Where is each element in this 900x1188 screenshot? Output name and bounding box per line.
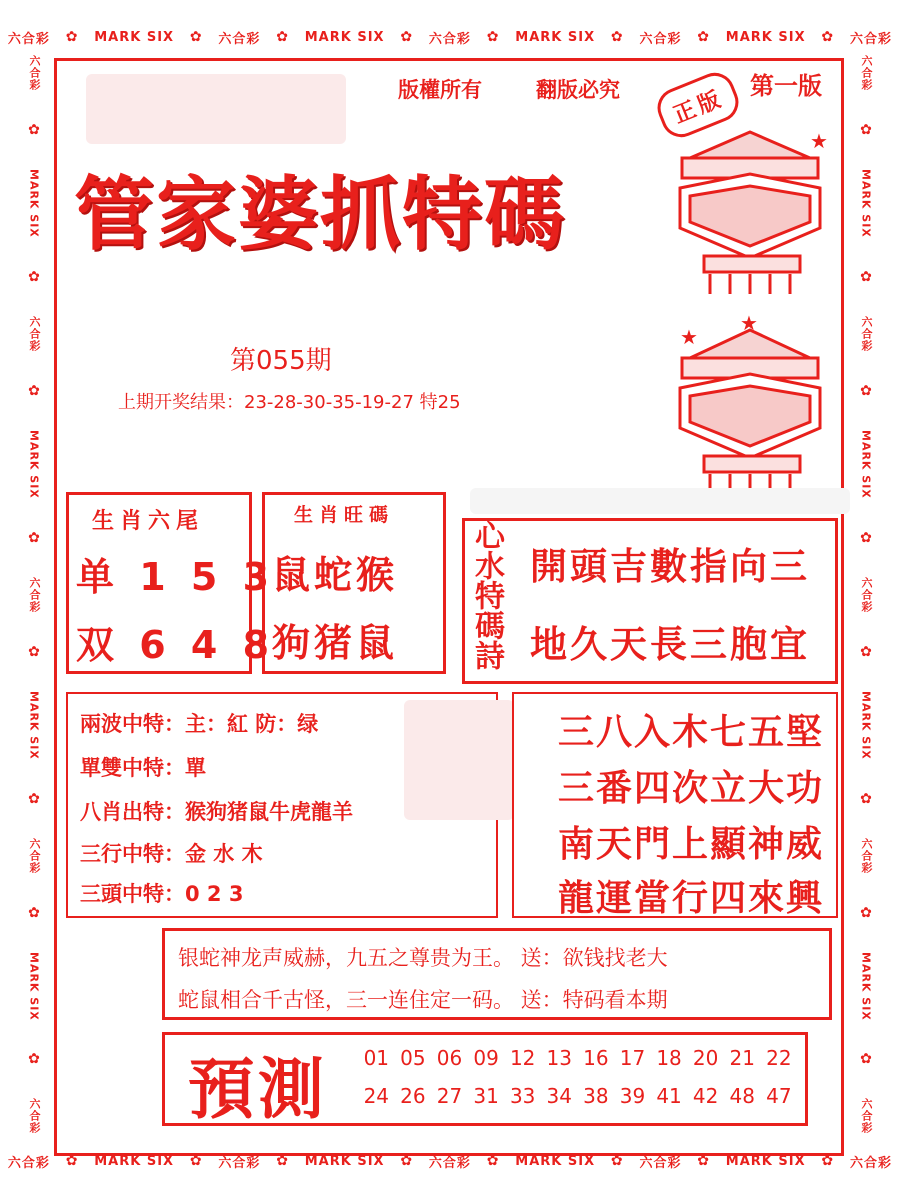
border-text: MARK SIX (27, 951, 41, 1021)
forecast-number: 06 (436, 1046, 463, 1070)
border-text: 六合彩 (860, 55, 873, 92)
main-title: 管家婆抓特碼 (74, 167, 566, 261)
flower-icon: ✿ (610, 1153, 624, 1169)
border-text: MARK SIX (304, 1153, 385, 1169)
flower-icon: ✿ (65, 1153, 79, 1169)
border-text: 六合彩 (218, 31, 261, 47)
border-text: 六合彩 (849, 1155, 892, 1171)
verse-line4: 龍運當行四來興 (558, 878, 825, 919)
border-text: MARK SIX (859, 430, 873, 499)
flower-icon: ✿ (28, 790, 40, 807)
lantern-top (680, 132, 820, 294)
flower-icon: ✿ (28, 1051, 40, 1068)
flower-icon: ✿ (860, 122, 872, 139)
border-text: MARK SIX (94, 29, 175, 45)
no-copy-text: 翻版必究 (536, 77, 620, 102)
flower-icon: ✿ (697, 29, 710, 45)
border-text: 六合彩 (849, 31, 892, 47)
left-border-strip (20, 40, 48, 1150)
border-text: 六合彩 (639, 31, 682, 47)
heart-poem-line1: 開頭吉數指向三 (530, 545, 810, 588)
stat-color-line: 兩波中特：主：紅 防：绿 (80, 712, 319, 736)
star-icon: ★ (810, 129, 828, 153)
edition-text: 第一版 (750, 71, 822, 100)
flower-icon: ✿ (860, 904, 872, 921)
flower-icon: ✿ (821, 29, 835, 45)
border-text: 六合彩 (860, 1098, 873, 1135)
star-icon: ★ (680, 325, 698, 349)
forecast-number: 27 (436, 1084, 463, 1108)
border-text: MARK SIX (859, 169, 873, 239)
flower-icon: ✿ (28, 269, 40, 286)
border-text: MARK SIX (859, 690, 873, 760)
flower-icon: ✿ (276, 1153, 289, 1169)
flower-icon: ✿ (276, 29, 289, 45)
border-text: MARK SIX (515, 1153, 596, 1169)
flower-icon: ✿ (400, 29, 414, 45)
forecast-number: 18 (656, 1046, 682, 1070)
last-result: 上期开奖结果：23-28-30-35-19-27 特25 (118, 392, 461, 413)
zodiac-hot-row1: 鼠蛇猴 (272, 553, 399, 597)
zodiac-hot-title: 生肖旺碼 (294, 504, 395, 526)
zodiac-tail-single: 单 1 5 3 (76, 555, 276, 599)
flower-icon: ✿ (28, 122, 40, 139)
stat-eight-zodiac-line: 八肖出特：猴狗猪鼠牛虎龍羊 (80, 800, 353, 824)
forecast-number: 21 (729, 1046, 755, 1070)
flower-icon: ✿ (486, 1153, 500, 1169)
copyright-text: 版權所有 (398, 77, 482, 102)
border-text: MARK SIX (515, 29, 596, 45)
heart-poem-title: 心水特碼詩 (469, 520, 504, 670)
forecast-number: 34 (546, 1084, 572, 1108)
forecast-number: 20 (692, 1046, 719, 1070)
border-text: MARK SIX (27, 430, 41, 499)
border-text: MARK SIX (725, 1153, 806, 1169)
zodiac-tail-double: 双 6 4 8 (76, 623, 276, 667)
flower-icon: ✿ (860, 383, 872, 400)
forecast-number: 12 (509, 1046, 536, 1070)
flower-icon: ✿ (860, 643, 872, 660)
bottom-poem-line2: 蛇鼠相合千古怪，三一连住定一码。 送：特码看本期 (178, 988, 668, 1012)
flower-icon: ✿ (189, 1153, 203, 1169)
forecast-number: 17 (619, 1046, 646, 1070)
border-text: 六合彩 (428, 1155, 471, 1171)
top-border-strip (0, 22, 900, 52)
stat-elements-line: 三行中特：金 水 木 (80, 842, 263, 866)
forecast-number: 41 (656, 1084, 682, 1108)
verse-line3: 南天門上顯神威 (558, 824, 825, 865)
border-text: 六合彩 (28, 316, 41, 353)
verse-line2: 三番四次立大功 (558, 768, 825, 809)
border-text: MARK SIX (859, 951, 873, 1021)
lantern-illustration (660, 118, 840, 538)
flower-icon: ✿ (400, 1153, 414, 1169)
blurred-area (86, 74, 346, 144)
forecast-number: 48 (729, 1084, 755, 1108)
forecast-number: 26 (400, 1084, 426, 1108)
forecast-number: 05 (400, 1046, 426, 1070)
verse-line1: 三八入木七五堅 (558, 712, 825, 753)
forecast-number: 38 (583, 1084, 609, 1108)
border-text: 六合彩 (428, 31, 471, 47)
right-border-strip (852, 40, 880, 1150)
forecast-number: 09 (473, 1046, 499, 1070)
stat-heads-line: 三頭中特：0 2 3 (80, 882, 244, 906)
forecast-number: 16 (583, 1046, 609, 1070)
flower-icon: ✿ (697, 1153, 710, 1169)
forecast-number: 42 (692, 1084, 719, 1108)
forecast-label: 預測 (188, 1050, 328, 1128)
blurred-area (404, 700, 514, 820)
flower-icon: ✿ (28, 643, 40, 660)
flower-icon: ✿ (28, 529, 40, 546)
stamp-text: 正版 (669, 84, 728, 129)
border-text: MARK SIX (725, 29, 806, 45)
border-text: 六合彩 (7, 1155, 50, 1171)
flower-icon: ✿ (860, 529, 872, 546)
forecast-number: 22 (766, 1046, 792, 1070)
border-text: 六合彩 (860, 316, 873, 353)
lantern-bottom (680, 330, 820, 498)
border-text: 六合彩 (7, 31, 50, 47)
forecast-number: 33 (509, 1084, 536, 1108)
forecast-number: 39 (619, 1084, 646, 1108)
bottom-poem-line1: 银蛇神龙声威赫，九五之尊贵为王。 送：欲钱找老大 (178, 946, 668, 970)
border-text: MARK SIX (27, 169, 41, 239)
stat-odd-even-line: 單雙中特：單 (80, 756, 206, 780)
flower-icon: ✿ (486, 29, 500, 45)
border-text: 六合彩 (218, 1155, 261, 1171)
forecast-numbers (358, 1046, 798, 1122)
heart-poem-line2: 地久天長三胞宜 (530, 623, 810, 666)
forecast-number: 47 (766, 1084, 792, 1108)
blurred-area (470, 488, 850, 514)
flower-icon: ✿ (860, 790, 872, 807)
border-text: 六合彩 (639, 1155, 682, 1171)
flower-icon: ✿ (65, 29, 79, 45)
forecast-number: 24 (363, 1084, 390, 1108)
flower-icon: ✿ (28, 904, 40, 921)
star-icon: ★ (740, 311, 758, 335)
issue-number: 第055期 (230, 346, 332, 376)
border-text: 六合彩 (28, 55, 41, 92)
border-text: 六合彩 (28, 576, 41, 613)
border-text: MARK SIX (27, 690, 41, 760)
flower-icon: ✿ (610, 29, 624, 45)
border-text: 六合彩 (28, 837, 41, 874)
flower-icon: ✿ (821, 1153, 835, 1169)
border-text: 六合彩 (860, 837, 873, 874)
flower-icon: ✿ (189, 29, 203, 45)
border-text: MARK SIX (94, 1153, 175, 1169)
forecast-number: 31 (473, 1084, 499, 1108)
forecast-number: 13 (546, 1046, 572, 1070)
flower-icon: ✿ (860, 1051, 872, 1068)
border-text: 六合彩 (28, 1098, 41, 1135)
forecast-number: 01 (363, 1046, 390, 1070)
zodiac-tail-title: 生肖六尾 (92, 508, 205, 534)
zodiac-hot-row2: 狗猪鼠 (272, 621, 399, 665)
flower-icon: ✿ (860, 269, 872, 286)
border-text: MARK SIX (304, 29, 385, 45)
flower-icon: ✿ (28, 383, 40, 400)
border-text: 六合彩 (860, 576, 873, 613)
